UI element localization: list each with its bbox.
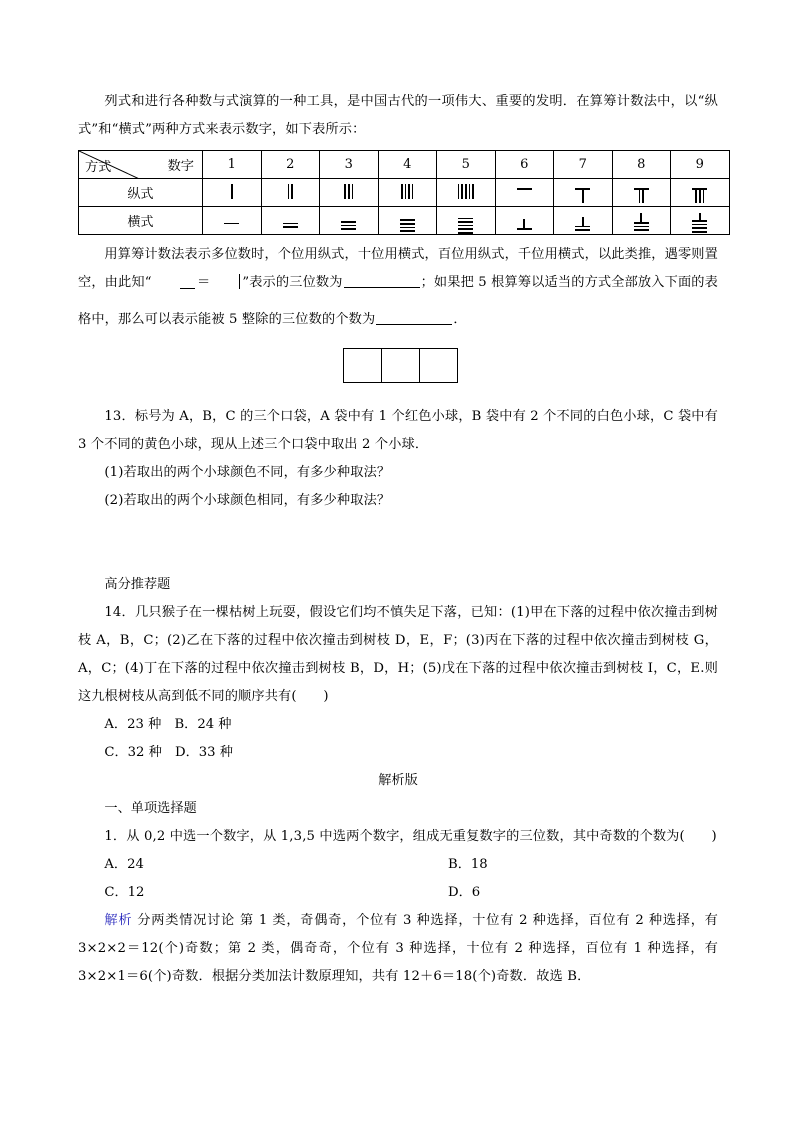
answer-blank-2[interactable] bbox=[376, 324, 452, 325]
answer-q1-option-d[interactable]: D．6 bbox=[448, 884, 481, 900]
rod-glyph-v5 bbox=[458, 183, 474, 199]
answer-section-title: 解析版 bbox=[378, 772, 418, 788]
header-digit-3: 3 bbox=[320, 151, 379, 179]
rod-horizontal-7 bbox=[554, 207, 613, 235]
empty-three-cell-table bbox=[343, 348, 458, 383]
rod-vertical-6 bbox=[495, 179, 554, 207]
inline-rod-1 bbox=[212, 272, 240, 300]
rod-glyph-v1 bbox=[231, 183, 233, 199]
rod-horizontal-3 bbox=[320, 207, 379, 235]
rod-glyph-h6 bbox=[517, 210, 532, 230]
rod-glyph-v2 bbox=[288, 183, 293, 199]
q12-line2-text: ；如果把 5 根算筹以适当的方式全部放入下面的表格中，那么可以表示能被 5 整除的三位数的个数为 bbox=[78, 275, 718, 327]
spacer-after-grid bbox=[78, 383, 718, 403]
rod-vertical-9 bbox=[671, 179, 730, 207]
rod-vertical-8 bbox=[612, 179, 671, 207]
header-digit-9: 9 bbox=[671, 151, 730, 179]
q14-number: 14． bbox=[104, 604, 135, 620]
page-content bbox=[78, 88, 718, 991]
answer-blank-1[interactable] bbox=[344, 287, 420, 288]
inline-rod-6 bbox=[154, 272, 195, 305]
row-label-horizontal: 横式 bbox=[79, 207, 203, 235]
question-13-sub-2: (2)若取出的两个小球颜色相同，有多少种取法？ bbox=[104, 492, 391, 508]
question-14-options-row-1[interactable]: A．23 种 B．24 种 bbox=[104, 716, 232, 732]
q12-line1-text: 用算筹计数法表示多位数时，个位用纵式，十位用横式，百位用纵式，千位用横式，以此类推，遇零则置空，由此知“ bbox=[78, 247, 718, 291]
analysis-text: 分两类情况讨论 第 1 类，奇偶奇，个位有 3 种选择，十位有 2 种选择，百位有 2 种选择，有 3×2×2＝12(个)奇数；第 2 类，偶奇奇，个位有 3 种选择，十位有 2 种选择，百位有 1 种选择，有 3×2×1＝6(个)奇数．根据分类加法计数原理知，共有 12＋6＝18(个)奇数．故选 B． bbox=[78, 912, 718, 984]
answer-part-heading: 一、单项选择题 bbox=[104, 800, 197, 816]
header-digit-7: 7 bbox=[554, 151, 613, 179]
rod-vertical-4 bbox=[378, 179, 437, 207]
question-14-stem bbox=[78, 599, 718, 711]
rod-horizontal-6 bbox=[495, 207, 554, 235]
answer-q1-option-b[interactable]: B．18 bbox=[448, 856, 488, 872]
rod-horizontal-9 bbox=[671, 207, 730, 235]
corner-label-form: 方式 bbox=[85, 160, 112, 175]
q12-tail: ． bbox=[453, 311, 467, 327]
rod-vertical-5 bbox=[437, 179, 496, 207]
spacer-before-recommend bbox=[78, 515, 718, 571]
rod-horizontal-8 bbox=[612, 207, 671, 235]
table-row-horizontal-form bbox=[79, 207, 730, 235]
rod-glyph-h2 bbox=[283, 223, 298, 228]
row-label-vertical: 纵式 bbox=[79, 179, 203, 207]
rod-glyph-h5 bbox=[458, 218, 473, 234]
rod-horizontal-2 bbox=[261, 207, 320, 235]
rod-horizontal-1 bbox=[203, 207, 262, 235]
header-digit-5: 5 bbox=[437, 151, 496, 179]
answer-q1-number: 1． bbox=[104, 828, 127, 844]
rod-glyph-v3 bbox=[344, 183, 353, 199]
answer-q1-text: 从 0,2 中选一个数字，从 1,3,5 中选两个数字，组成无重复数字的三位数，其中奇数的个数为( ) bbox=[126, 828, 717, 844]
answer-q1-option-a[interactable]: A．24 bbox=[104, 856, 144, 872]
inline-equals: ＝ bbox=[196, 275, 211, 291]
rod-glyph-h3 bbox=[341, 221, 356, 230]
table-row-vertical-form bbox=[79, 179, 730, 207]
rod-vertical-2 bbox=[261, 179, 320, 207]
header-digit-6: 6 bbox=[495, 151, 554, 179]
header-digit-4: 4 bbox=[378, 151, 437, 179]
empty-cell-2[interactable] bbox=[382, 348, 420, 382]
empty-cell-1[interactable] bbox=[344, 348, 382, 382]
answer-q1-options-row-1 bbox=[78, 851, 718, 879]
q13-number: 13． bbox=[104, 408, 135, 424]
rod-glyph-h4 bbox=[400, 219, 415, 231]
analysis-paragraph bbox=[78, 907, 718, 991]
question-12-paragraph bbox=[78, 241, 718, 333]
header-digit-8: 8 bbox=[612, 151, 671, 179]
rod-glyph-h9 bbox=[692, 213, 707, 233]
question-13-stem bbox=[78, 403, 718, 459]
rod-vertical-3 bbox=[320, 179, 379, 207]
rod-glyph-v8 bbox=[634, 188, 649, 206]
empty-grid-row bbox=[344, 348, 458, 382]
header-digit-1: 1 bbox=[203, 151, 262, 179]
rod-horizontal-4 bbox=[378, 207, 437, 235]
rod-glyph-v7 bbox=[575, 188, 590, 206]
rod-glyph-h7 bbox=[575, 211, 590, 231]
intro-paragraph: 列式和进行各种数与式演算的一种工具，是中国古代的一项伟大、重要的发明．在算筹计数法中，以“纵式”和“横式”两种方式来表示数字，如下表所示： bbox=[78, 94, 718, 137]
counting-rod-table bbox=[78, 150, 730, 235]
answer-q1-options-row-2 bbox=[78, 879, 718, 907]
table-header-row bbox=[79, 151, 730, 179]
empty-grid-wrapper bbox=[78, 348, 718, 383]
q14-text: 几只猴子在一棵枯树上玩耍，假设它们均不慎失足下落，已知：(1)甲在下落的过程中依次撞击到树枝 A，B，C；(2)乙在下落的过程中依次撞击到树枝 D，E，F；(3)丙在下落的过程中依次撞击到树枝 G，A，C；(4)丁在下落的过程中依次撞击到树枝 B，D，H；(5)戊在下落的过程中依次撞击到树枝 I，C，E.则这九根树枝从高到低不同的顺序共有( ) bbox=[78, 604, 718, 704]
table-corner-cell bbox=[79, 151, 203, 179]
q12-after-rods: ”表示的三位数为 bbox=[242, 275, 343, 291]
q13-text: 标号为 A，B，C 的三个口袋，A 袋中有 1 个红色小球，B 袋中有 2 个不同的白色小球，C 袋中有 3 个不同的黄色小球，现从上述三个口袋中取出 2 个小球． bbox=[78, 408, 718, 452]
recommend-heading: 高分推荐题 bbox=[104, 576, 171, 592]
header-digit-2: 2 bbox=[261, 151, 320, 179]
rod-vertical-7 bbox=[554, 179, 613, 207]
question-13-sub-1: (1)若取出的两个小球颜色不同，有多少种取法？ bbox=[104, 464, 391, 480]
question-14-options-row-2[interactable]: C．32 种 D．33 种 bbox=[104, 744, 233, 760]
rod-horizontal-5 bbox=[437, 207, 496, 235]
answer-q1-stem bbox=[78, 823, 718, 851]
rod-glyph-v9 bbox=[692, 188, 707, 206]
rod-vertical-1 bbox=[203, 179, 262, 207]
empty-cell-3[interactable] bbox=[420, 348, 458, 382]
answer-q1-option-c[interactable]: C．12 bbox=[104, 884, 145, 900]
analysis-label: 解析 bbox=[104, 912, 133, 928]
rod-glyph-h8 bbox=[634, 211, 649, 231]
rod-glyph-h1 bbox=[224, 223, 239, 225]
rod-glyph-v4 bbox=[401, 183, 413, 199]
rod-glyph-v6 bbox=[517, 188, 532, 206]
corner-label-digit: 数字 bbox=[167, 159, 194, 174]
